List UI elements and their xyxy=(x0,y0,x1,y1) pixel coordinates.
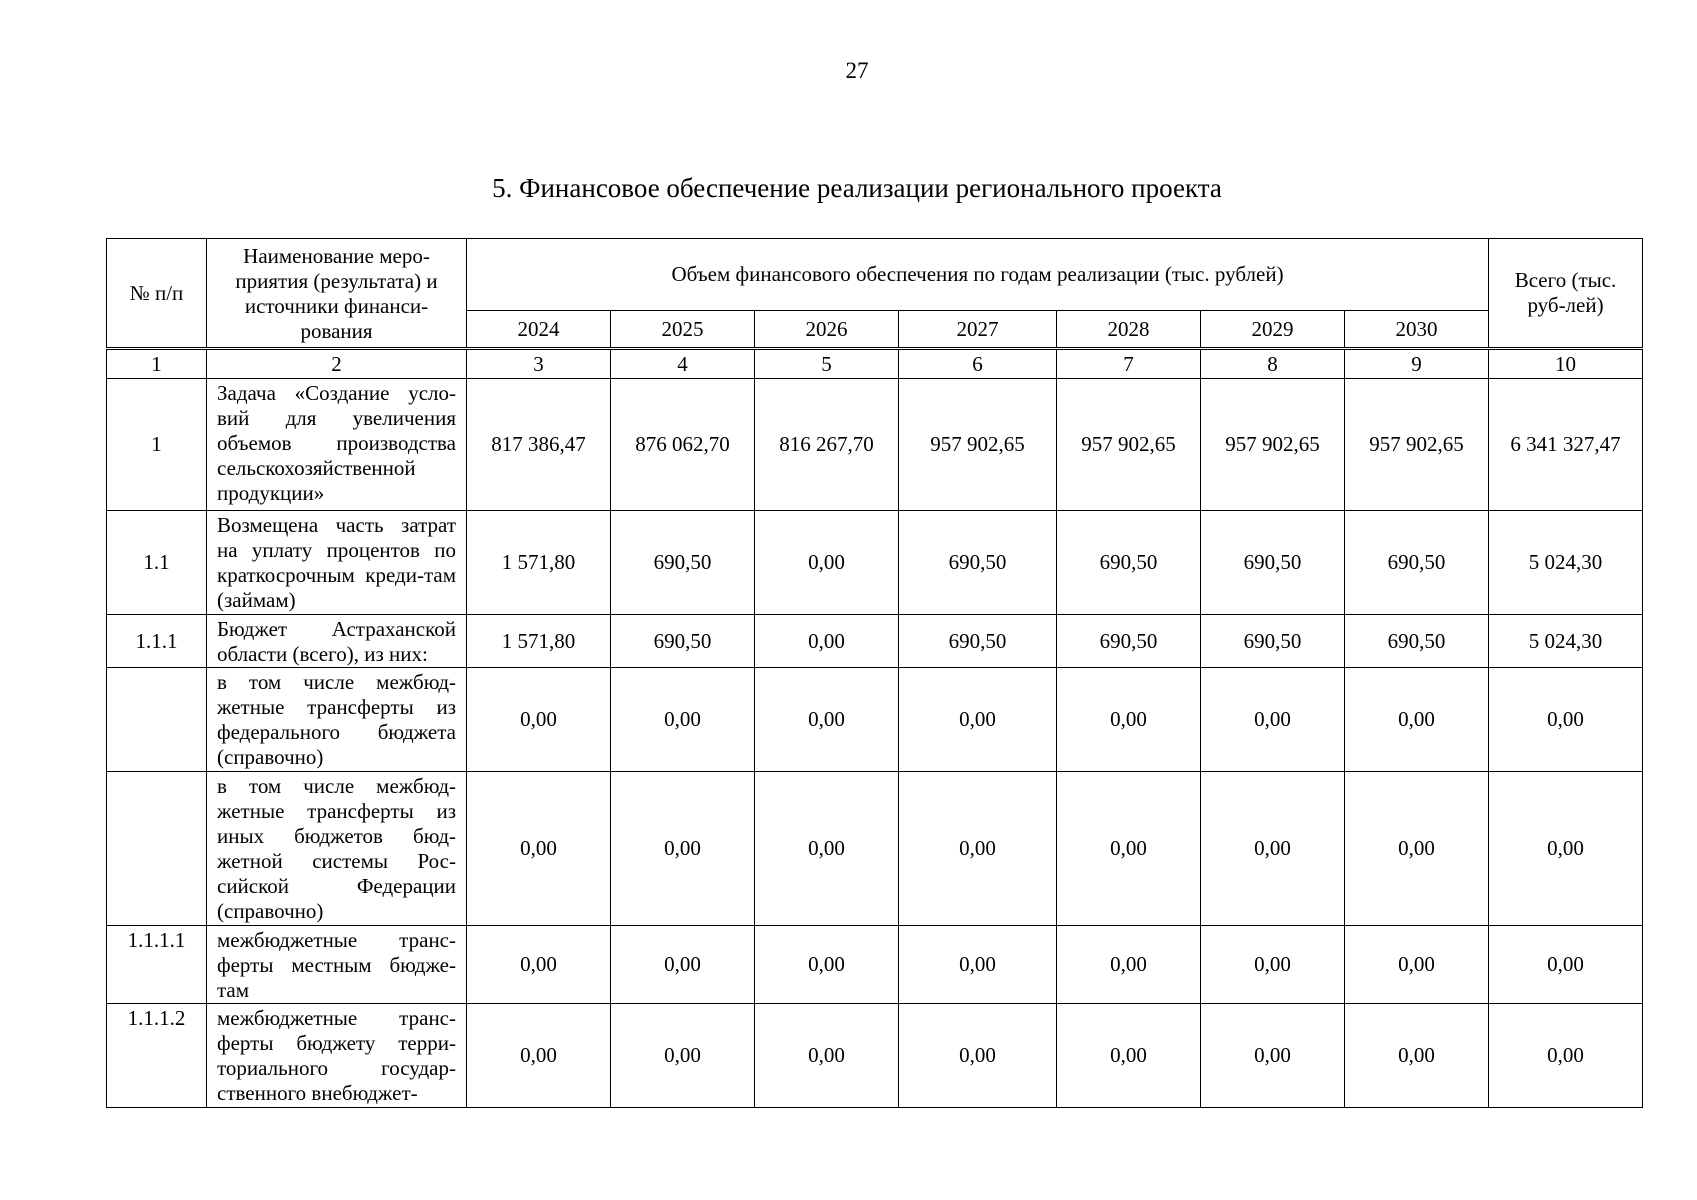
column-index: 1 xyxy=(107,349,207,379)
value-cell: 1 571,80 xyxy=(467,511,611,615)
column-index: 4 xyxy=(611,349,755,379)
value-cell: 816 267,70 xyxy=(755,379,899,511)
value-cell: 0,00 xyxy=(611,1004,755,1108)
value-cell: 957 902,65 xyxy=(1057,379,1201,511)
value-cell: 0,00 xyxy=(1057,668,1201,772)
value-cell: 0,00 xyxy=(755,1004,899,1108)
header-year: 2028 xyxy=(1057,311,1201,349)
column-index: 10 xyxy=(1489,349,1643,379)
value-cell: 0,00 xyxy=(755,668,899,772)
header-year: 2029 xyxy=(1201,311,1345,349)
total-cell: 0,00 xyxy=(1489,1004,1643,1108)
value-cell: 0,00 xyxy=(467,772,611,926)
column-index-row xyxy=(107,349,1643,379)
value-cell: 690,50 xyxy=(1201,615,1345,668)
value-cell: 0,00 xyxy=(1345,668,1489,772)
value-cell: 957 902,65 xyxy=(899,379,1057,511)
row-number xyxy=(107,772,207,926)
value-cell: 1 571,80 xyxy=(467,615,611,668)
column-index: 7 xyxy=(1057,349,1201,379)
value-cell: 0,00 xyxy=(1345,1004,1489,1108)
value-cell: 690,50 xyxy=(1345,511,1489,615)
value-cell: 0,00 xyxy=(899,926,1057,1004)
total-cell: 0,00 xyxy=(1489,926,1643,1004)
row-number: 1 xyxy=(107,379,207,511)
value-cell: 0,00 xyxy=(611,926,755,1004)
value-cell: 0,00 xyxy=(899,772,1057,926)
value-cell: 0,00 xyxy=(899,668,1057,772)
value-cell: 0,00 xyxy=(755,772,899,926)
value-cell: 0,00 xyxy=(755,926,899,1004)
value-cell: 0,00 xyxy=(1345,926,1489,1004)
value-cell: 0,00 xyxy=(611,772,755,926)
row-name: в том числе межбюд-жетные трансферты из федерального бюджета (справочно) xyxy=(207,668,467,772)
header-year: 2026 xyxy=(755,311,899,349)
value-cell: 957 902,65 xyxy=(1201,379,1345,511)
table-row xyxy=(107,926,1643,1004)
value-cell: 0,00 xyxy=(467,1004,611,1108)
value-cell: 0,00 xyxy=(899,1004,1057,1108)
table-row xyxy=(107,772,1643,926)
value-cell: 690,50 xyxy=(611,511,755,615)
row-name: межбюджетные транс-ферты местным бюдже-там xyxy=(207,926,467,1004)
row-name: Возмещена часть затрат на уплату процентов по краткосрочным креди-там (займам) xyxy=(207,511,467,615)
value-cell: 0,00 xyxy=(467,926,611,1004)
header-number: № п/п xyxy=(107,239,207,349)
table-row xyxy=(107,668,1643,772)
value-cell: 0,00 xyxy=(1201,772,1345,926)
total-cell: 5 024,30 xyxy=(1489,511,1643,615)
value-cell: 0,00 xyxy=(755,511,899,615)
value-cell: 0,00 xyxy=(755,615,899,668)
column-index: 3 xyxy=(467,349,611,379)
value-cell: 0,00 xyxy=(467,668,611,772)
value-cell: 690,50 xyxy=(1057,511,1201,615)
value-cell: 690,50 xyxy=(1345,615,1489,668)
row-number: 1.1.1 xyxy=(107,615,207,668)
header-volume: Объем финансового обеспечения по годам реализации (тыс. рублей) xyxy=(467,239,1489,311)
header-year: 2030 xyxy=(1345,311,1489,349)
value-cell: 690,50 xyxy=(1201,511,1345,615)
header-year: 2025 xyxy=(611,311,755,349)
value-cell: 957 902,65 xyxy=(1345,379,1489,511)
total-cell: 6 341 327,47 xyxy=(1489,379,1643,511)
value-cell: 690,50 xyxy=(899,615,1057,668)
value-cell: 0,00 xyxy=(1057,772,1201,926)
row-name: Бюджет Астраханской области (всего), из них: xyxy=(207,615,467,668)
row-name: в том числе межбюд-жетные трансферты из иных бюджетов бюд-жетной системы Рос-сийской Федерации (справочно) xyxy=(207,772,467,926)
row-number: 1.1 xyxy=(107,511,207,615)
column-index: 6 xyxy=(899,349,1057,379)
header-total: Всего (тыс. руб-лей) xyxy=(1489,239,1643,349)
total-cell: 0,00 xyxy=(1489,772,1643,926)
table-row xyxy=(107,615,1643,668)
value-cell: 0,00 xyxy=(1201,1004,1345,1108)
table-row xyxy=(107,1004,1643,1108)
row-number xyxy=(107,668,207,772)
header-year: 2027 xyxy=(899,311,1057,349)
value-cell: 817 386,47 xyxy=(467,379,611,511)
section-title: 5. Финансовое обеспечение реализации регионального проекта xyxy=(492,173,1222,203)
value-cell: 0,00 xyxy=(1201,668,1345,772)
row-number: 1.1.1.2 xyxy=(107,1004,207,1108)
row-name: межбюджетные транс-ферты бюджету терри-ториального государ-ственного внебюджет- xyxy=(207,1004,467,1108)
row-name: Задача «Создание усло-вий для увеличения объемов производства сельскохозяйственной продукции» xyxy=(207,379,467,511)
column-index: 2 xyxy=(207,349,467,379)
value-cell: 876 062,70 xyxy=(611,379,755,511)
table-row xyxy=(107,511,1643,615)
financing-table xyxy=(106,238,1643,1108)
page-number: 27 xyxy=(845,58,869,83)
value-cell: 690,50 xyxy=(611,615,755,668)
value-cell: 0,00 xyxy=(1345,772,1489,926)
total-cell: 0,00 xyxy=(1489,668,1643,772)
row-number: 1.1.1.1 xyxy=(107,926,207,1004)
column-index: 9 xyxy=(1345,349,1489,379)
column-index: 5 xyxy=(755,349,899,379)
value-cell: 690,50 xyxy=(1057,615,1201,668)
header-year: 2024 xyxy=(467,311,611,349)
value-cell: 0,00 xyxy=(611,668,755,772)
column-index: 8 xyxy=(1201,349,1345,379)
value-cell: 0,00 xyxy=(1201,926,1345,1004)
table-row xyxy=(107,379,1643,511)
value-cell: 690,50 xyxy=(899,511,1057,615)
value-cell: 0,00 xyxy=(1057,1004,1201,1108)
total-cell: 5 024,30 xyxy=(1489,615,1643,668)
value-cell: 0,00 xyxy=(1057,926,1201,1004)
header-name: Наименование меро-приятия (результата) и источники финанси-рования xyxy=(207,239,467,349)
